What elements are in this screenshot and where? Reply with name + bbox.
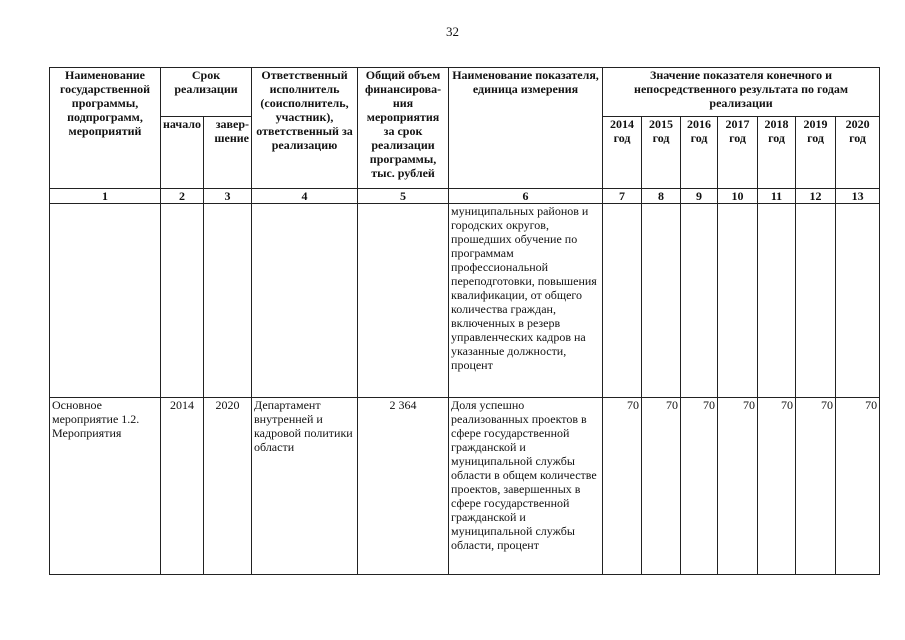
row-name: Основное мероприятие 1.2. Мероприятия xyxy=(50,398,161,575)
row-value-2014 xyxy=(603,204,642,398)
colnum-7: 7 xyxy=(603,189,642,204)
year-2015: 2015 год xyxy=(642,117,681,189)
table-row xyxy=(50,398,880,575)
colnum-10: 10 xyxy=(718,189,758,204)
row-end: 2020 xyxy=(204,398,252,575)
row-name xyxy=(50,204,161,398)
colnum-5: 5 xyxy=(358,189,449,204)
row-indicator: муниципальных районов и городских округов, прошедших обучение по программам профессиональной переподготовки, повышения квалификации, от общего количества граждан, включенных в резерв управленческих кадров на указанные должности, процент xyxy=(449,204,603,398)
colnum-4: 4 xyxy=(252,189,358,204)
header-srok: Срок реализации xyxy=(161,68,252,117)
header-responsible: Ответственный исполнитель (соисполнитель, участник), ответственный за реализацию xyxy=(252,68,358,189)
colnum-13: 13 xyxy=(836,189,880,204)
header-values: Значение показателя конечного и непосредственного результата по годам реализации xyxy=(603,68,880,117)
colnum-11: 11 xyxy=(758,189,796,204)
row-start: 2014 xyxy=(161,398,204,575)
colnum-2: 2 xyxy=(161,189,204,204)
year-2018: 2018 год xyxy=(758,117,796,189)
header-row-1 xyxy=(50,68,880,117)
colnum-8: 8 xyxy=(642,189,681,204)
year-2019: 2019 год xyxy=(796,117,836,189)
row-value-2020 xyxy=(836,204,880,398)
year-2020: 2020 год xyxy=(836,117,880,189)
row-value-2014: 70 xyxy=(603,398,642,575)
header-name: Наименование государственной программы, подпрограмм, мероприятий xyxy=(50,68,161,189)
row-value-2020: 70 xyxy=(836,398,880,575)
header-start: начало xyxy=(161,117,204,189)
row-value-2017 xyxy=(718,204,758,398)
colnum-6: 6 xyxy=(449,189,603,204)
header-end: завер-шение xyxy=(204,117,252,189)
row-value-2016: 70 xyxy=(681,398,718,575)
table-row xyxy=(50,204,880,398)
header-finance: Общий объем финансирова-ния мероприятия за срок реализации программы, тыс. рублей xyxy=(358,68,449,189)
row-value-2015: 70 xyxy=(642,398,681,575)
column-number-row xyxy=(50,189,880,204)
row-responsible: Департамент внутренней и кадровой политики области xyxy=(252,398,358,575)
year-2014: 2014 год xyxy=(603,117,642,189)
row-responsible xyxy=(252,204,358,398)
colnum-1: 1 xyxy=(50,189,161,204)
row-value-2018: 70 xyxy=(758,398,796,575)
colnum-9: 9 xyxy=(681,189,718,204)
row-value-2015 xyxy=(642,204,681,398)
row-value-2019: 70 xyxy=(796,398,836,575)
row-finance xyxy=(358,204,449,398)
program-table xyxy=(49,67,880,575)
year-2016: 2016 год xyxy=(681,117,718,189)
colnum-12: 12 xyxy=(796,189,836,204)
year-2017: 2017 год xyxy=(718,117,758,189)
row-indicator: Доля успешно реализованных проектов в сфере государственной гражданской и муниципальной службы области в общем количестве проектов, завершенных в сфере государственной гражданской и муниципальной службы области, процент xyxy=(449,398,603,575)
row-finance: 2 364 xyxy=(358,398,449,575)
row-value-2019 xyxy=(796,204,836,398)
row-value-2018 xyxy=(758,204,796,398)
header-indicator: Наименование показателя, единица измерения xyxy=(449,68,603,189)
row-start xyxy=(161,204,204,398)
page-number: 32 xyxy=(446,24,459,39)
row-value-2016 xyxy=(681,204,718,398)
row-value-2017: 70 xyxy=(718,398,758,575)
row-end xyxy=(204,204,252,398)
colnum-3: 3 xyxy=(204,189,252,204)
